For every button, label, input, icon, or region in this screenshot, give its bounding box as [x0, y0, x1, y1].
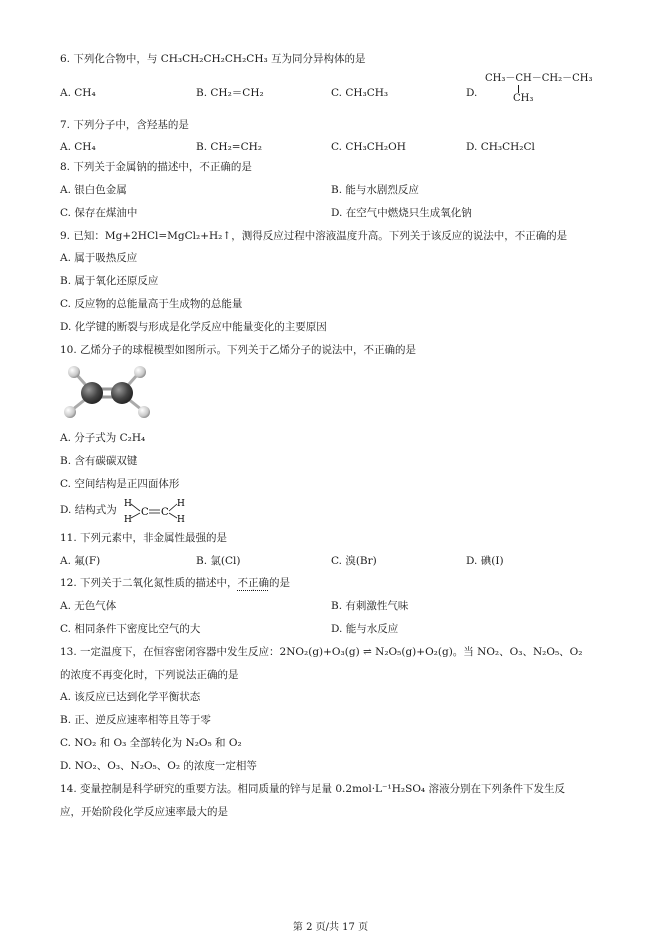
q7-option-d: D. CH₃CH₂Cl — [466, 141, 535, 153]
carbon-atom — [81, 382, 103, 404]
q12-stem — [60, 576, 290, 590]
q12-option-b: B. 有刺激性气味 — [331, 600, 409, 612]
q12-option-a: A. 无色气体 — [60, 600, 117, 612]
q7-stem: 7. 下列分子中，含羟基的是 — [60, 119, 189, 131]
q11-option-b: B. 氯(Cl) — [196, 555, 241, 567]
q10-stem: 10. 乙烯分子的球棍模型如图所示。下列关于乙烯分子的说法中，不正确的是 — [60, 344, 417, 356]
struct-bond — [169, 513, 177, 518]
q6-stem: 6. 下列化合物中，与 CH₃CH₂CH₂CH₂CH₃ 互为同分异构体的是 — [60, 53, 366, 65]
q10-option-b: B. 含有碳碳双键 — [60, 455, 138, 467]
struct-c: C — [161, 507, 169, 518]
q8-option-c: C. 保存在煤油中 — [60, 207, 138, 219]
q10-option-c: C. 空间结构是正四面体形 — [60, 478, 180, 490]
q12-emph-text: 不正确 — [237, 577, 270, 589]
q12-stem-post: 的是 — [269, 577, 291, 589]
struct-h: H — [124, 499, 132, 509]
q8-option-d: D. 在空气中燃烧只生成氧化钠 — [331, 207, 472, 219]
q13-option-d: D. NO₂、O₃、N₂O₅、O₂ 的浓度一定相等 — [60, 760, 257, 772]
q12-option-c: C. 相同条件下密度比空气的大 — [60, 623, 201, 635]
q13-option-b: B. 正、逆反应速率相等且等于零 — [60, 714, 211, 726]
q9-option-c: C. 反应物的总能量高于生成物的总能量 — [60, 298, 243, 310]
q11-option-d: D. 碘(I) — [466, 555, 504, 567]
struct-bond — [169, 504, 177, 511]
page-footer: 第 2 页/共 17 页 — [292, 922, 369, 933]
q13-option-a: A. 该反应已达到化学平衡状态 — [60, 691, 201, 703]
q9-option-a: A. 属于吸热反应 — [60, 252, 138, 264]
struct-c: C — [141, 507, 149, 518]
q6-option-b: B. CH₂＝CH₂ — [196, 87, 264, 99]
q12-option-d: D. 能与水反应 — [331, 623, 399, 635]
q6-d-branch-bond — [518, 85, 519, 93]
q9-option-d: D. 化学键的断裂与形成是化学反应中能量变化的主要原因 — [60, 321, 327, 333]
struct-h: H — [177, 499, 185, 509]
q9-option-b: B. 属于氧化还原反应 — [60, 275, 159, 287]
struct-h: H — [124, 515, 132, 525]
q12-stem-pre: 12. 下列关于二氧化氮性质的描述中， — [60, 577, 238, 589]
hydrogen-atom — [68, 366, 80, 378]
q10-option-a: A. 分子式为 C₂H₄ — [60, 432, 146, 444]
q8-option-b: B. 能与水剧烈反应 — [331, 184, 419, 196]
hydrogen-atom — [64, 406, 76, 418]
q11-option-a: A. 氟(F) — [60, 555, 101, 567]
q11-option-c: C. 溴(Br) — [331, 555, 377, 567]
q6-option-d: D. — [466, 87, 478, 99]
struct-bond — [131, 504, 140, 511]
q12-stem-emphasis — [238, 577, 270, 589]
q6-d-main-chain: CH₃－CH－CH₂－CH₃ — [485, 73, 593, 84]
q11-stem: 11. 下列元素中，非金属性最强的是 — [60, 532, 228, 544]
q7-option-a: A. CH₄ — [60, 141, 96, 153]
q7-option-c: C. CH₃CH₂OH — [331, 141, 406, 153]
q6-option-c: C. CH₃CH₃ — [331, 87, 389, 99]
q13-option-c: C. NO₂ 和 O₃ 全部转化为 N₂O₅ 和 O₂ — [60, 737, 242, 749]
q14-stem-line2: 应，开始阶段化学反应速率最大的是 — [60, 806, 228, 818]
q8-stem: 8. 下列关于金属钠的描述中，不正确的是 — [60, 161, 252, 173]
q14-stem-line1: 14. 变量控制是科学研究的重要方法。相同质量的锌与足量 0.2mol·L⁻¹H₂SO₄ 溶液分别在下列条件下发生反 — [60, 783, 565, 795]
q6-option-d-structure — [485, 73, 593, 104]
struct-h: H — [177, 515, 185, 525]
q6-option-a: A. CH₄ — [60, 87, 96, 99]
q6-d-branch: CH₃ — [513, 93, 534, 104]
ethylene-ball-stick-model — [58, 362, 156, 424]
carbon-atom — [111, 382, 133, 404]
hydrogen-atom — [134, 366, 146, 378]
q7-option-b: B. CH₂=CH₂ — [196, 141, 262, 153]
q9-stem: 9. 已知：Mg+2HCl=MgCl₂+H₂↑，测得反应过程中溶液温度升高。下列关于该反应的说法中，不正确的是 — [60, 230, 568, 242]
ethylene-structural-formula — [122, 496, 188, 526]
struct-bond — [131, 513, 140, 518]
hydrogen-atom — [138, 406, 150, 418]
q13-stem-line2: 的浓度不再变化时，下列说法正确的是 — [60, 669, 239, 681]
q10-option-d: D. 结构式为 — [60, 504, 117, 516]
q8-option-a: A. 银白色金属 — [60, 184, 127, 196]
q13-stem-line1: 13. 一定温度下，在恒容密闭容器中发生反应：2NO₂(g)+O₃(g) ⇌ N₂O₅(g)+O₂(g)。当 NO₂、O₃、N₂O₅、O₂ — [60, 646, 583, 658]
